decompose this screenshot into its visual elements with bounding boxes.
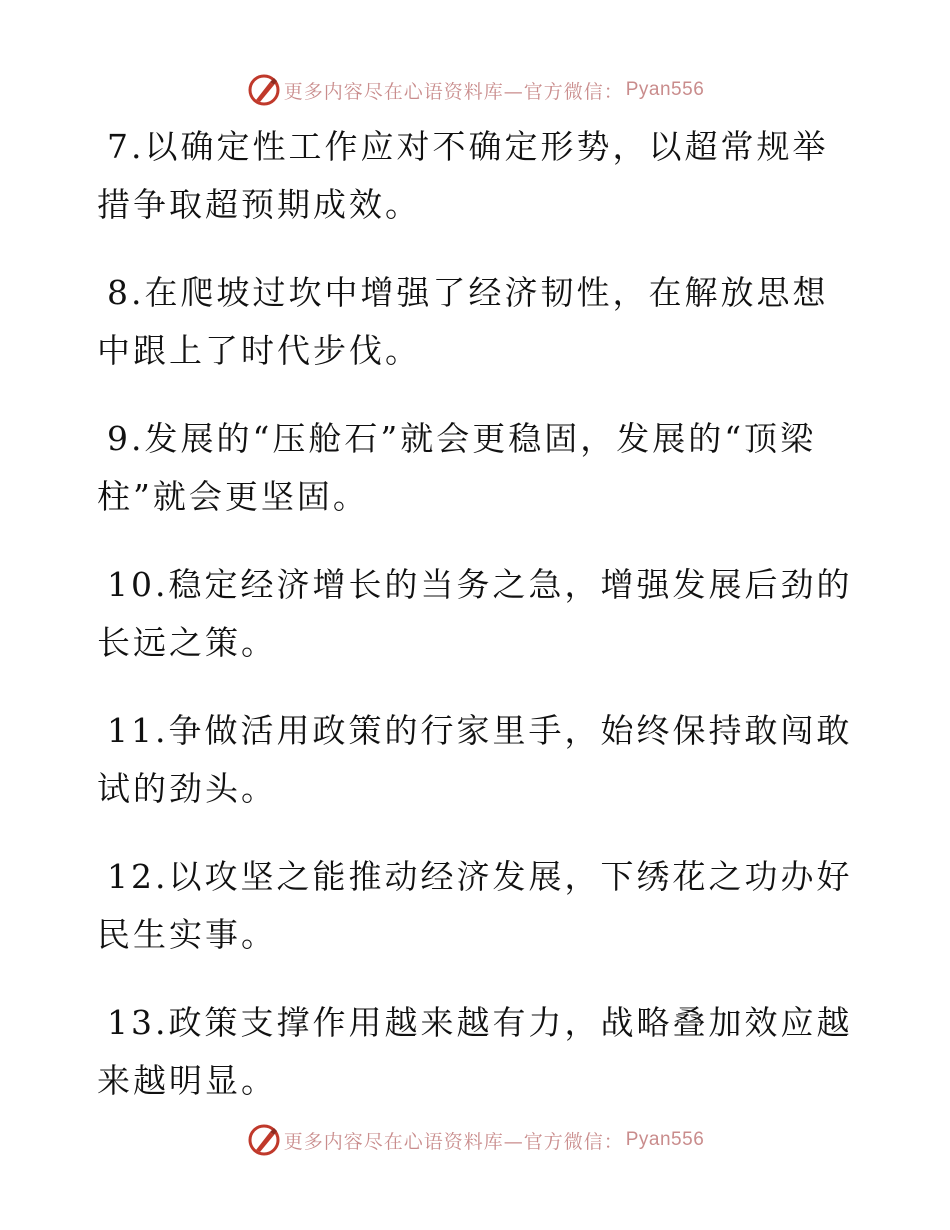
footer-text: 更多内容尽在心语资料库—官方微信： xyxy=(283,1130,624,1153)
slogan-item: 8.在爬坡过坎中增强了经济韧性，在解放思想中跟上了时代步伐。 xyxy=(97,273,829,370)
footer-banner xyxy=(0,1120,950,1160)
header-text: 更多内容尽在心语资料库—官方微信： xyxy=(283,80,624,103)
slogan-item: 11.争做活用政策的行家里手，始终保持敢闯敢试的劲头。 xyxy=(97,711,853,808)
pen-circle-logo-icon xyxy=(246,72,282,108)
slogan-item: 12.以攻坚之能推动经济发展，下绣花之功办好民生实事。 xyxy=(97,857,853,954)
slogan-list xyxy=(97,118,857,1140)
slogan-item: 9.发展的“压舱石”就会更稳固，发展的“顶梁柱”就会更坚固。 xyxy=(97,419,817,516)
header-wechat-id: Pyan556 xyxy=(625,79,705,100)
footer-wechat-id: Pyan556 xyxy=(625,1129,705,1150)
slogan-item: 13.政策支撑作用越来越有力，战略叠加效应越来越明显。 xyxy=(97,1003,853,1100)
pen-circle-logo-icon xyxy=(246,1122,282,1158)
header-banner xyxy=(0,70,950,110)
slogan-item: 10.稳定经济增长的当务之急，增强发展后劲的长远之策。 xyxy=(97,565,853,662)
slogan-item: 7.以确定性工作应对不确定形势，以超常规举措争取超预期成效。 xyxy=(97,127,829,224)
